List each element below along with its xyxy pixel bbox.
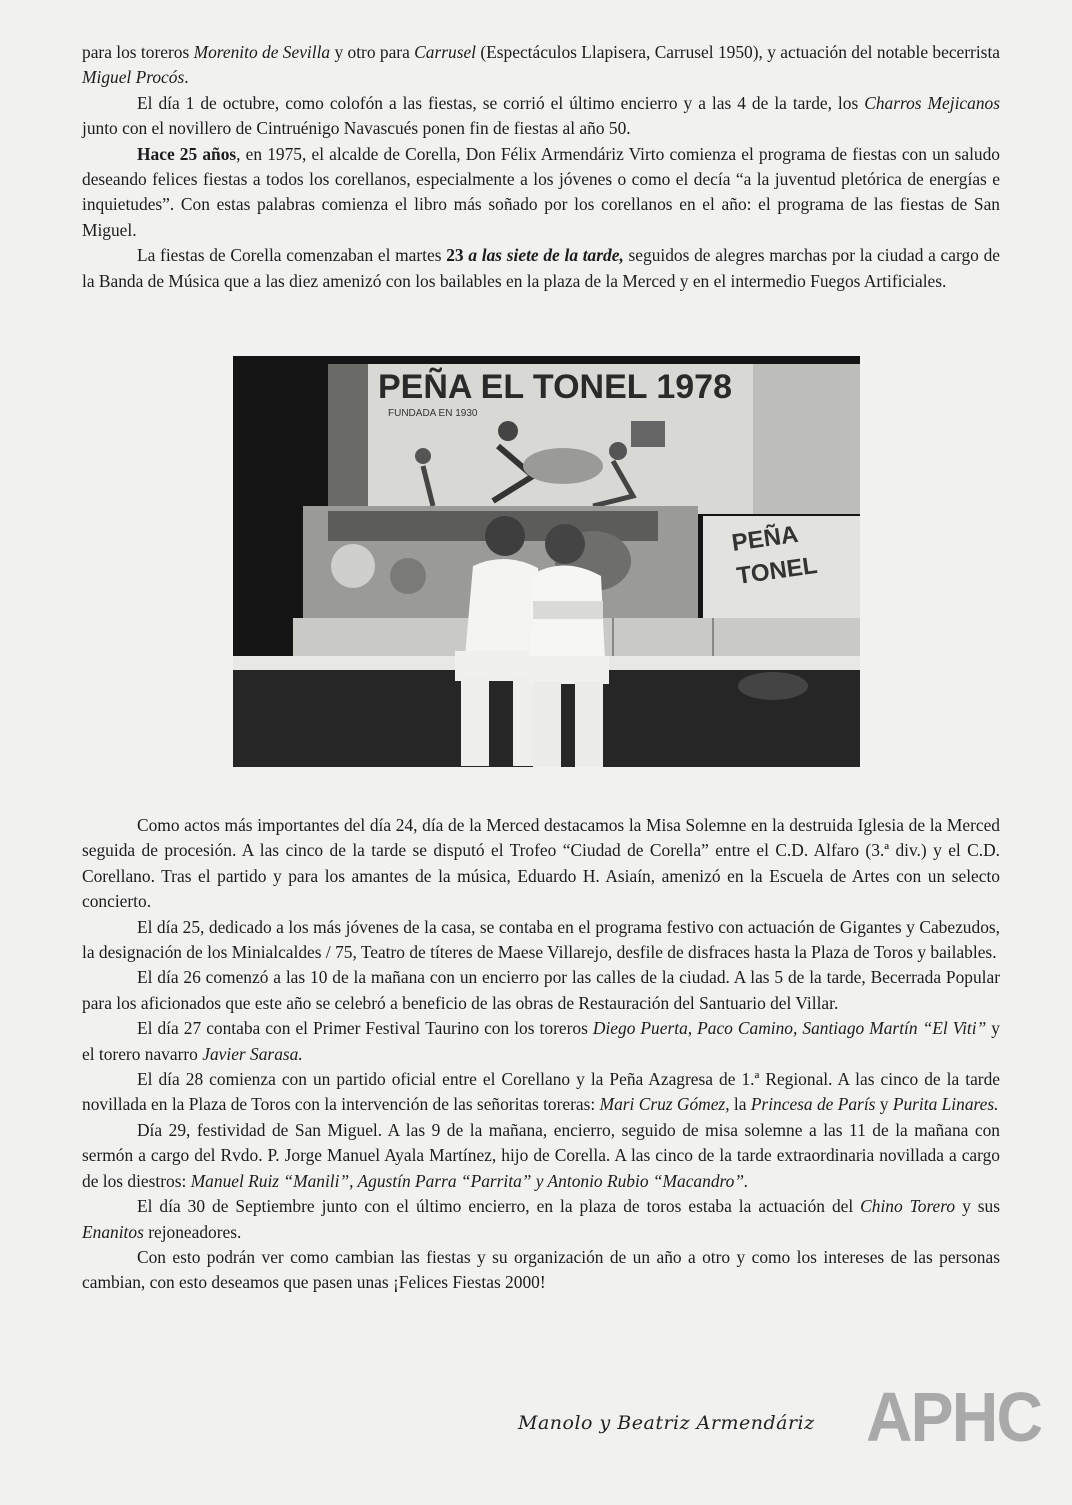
text-run: , en 1975, el alcalde de Corella, Don Félix Armendáriz Virto comienza el programa de fiestas con un saludo deseando felices fiestas a todos los corellanos, especialmente a los jóvenes o como el decía “a la juventud pletórica de energías e inquietudes”. Con estas palabras comienza el libro más soñado por los corellanos en el año: el programa de las fiestas de San Miguel.: [82, 143, 1001, 240]
text-run: .: [184, 67, 189, 88]
text-run: Princesa de París: [750, 1094, 876, 1115]
text-run: Miguel Procós: [82, 67, 185, 88]
text-run: (Espectáculos Llapisera, Carrusel 1950), y actuación del notable becerrista: [476, 42, 1000, 62]
text-run: la: [729, 1094, 751, 1115]
text-run: El día 30 de Septiembre junto con el último encierro, en la plaza de toros estaba la actuación del: [137, 1196, 861, 1217]
text-run: junto con el novillero de Cintruénigo Navascués ponen fin de fiestas al año 50.: [82, 118, 631, 139]
paragraph: [82, 142, 1000, 244]
paragraph: [82, 1194, 1000, 1245]
text-run: Carrusel: [414, 42, 477, 62]
text-run: y otro para: [330, 42, 415, 62]
text-run: El día 28 comienza con un partido oficial entre el Corellano y la Peña Azagresa de 1.ª Regional. A las cinco de la tarde novillada en la Plaza de Toros con la intervención de las señoritas toreras:: [82, 1069, 1000, 1115]
text-run: Mari Cruz Gómez,: [599, 1094, 730, 1115]
sign-text-pena: PEÑA: [730, 520, 800, 557]
paragraph: [82, 1016, 1000, 1067]
banner-title: PEÑA EL TONEL 1978: [378, 368, 732, 406]
text-run: Javier Sarasa.: [202, 1043, 303, 1064]
text-run: Charros Mejicanos: [864, 92, 1000, 113]
text-run: Manuel Ruiz “Manili”, Agustín Parra “Parrita” y Antonio Rubio “Macandro”.: [190, 1170, 749, 1191]
paragraph: [82, 965, 1000, 1016]
text-run: Enanitos: [82, 1221, 144, 1242]
text-run: La fiestas de Corella comenzaban el martes: [137, 245, 447, 266]
text-run: El día 26 comenzó a las 10 de la mañana con un encierro por las calles de la ciudad. A las 5 de la tarde, Becerrada Popular para los aficionados que este año se celebró a beneficio de las obras de Restauración del Santuario del Villar.: [82, 967, 1000, 1013]
banner-subtitle: FUNDADA EN 1930: [388, 408, 478, 419]
text-run: y: [875, 1094, 893, 1115]
author-signature: Manolo y Beatriz Armendáriz: [518, 1412, 815, 1434]
text-run: rejoneadores.: [143, 1221, 242, 1242]
photo-illustration: [233, 356, 860, 767]
paragraph: [82, 1118, 1000, 1194]
paragraph: [82, 243, 1000, 294]
text-run: y el torero navarro: [82, 1018, 1000, 1064]
paragraph: [82, 91, 1000, 142]
text-run: Chino Torero: [860, 1196, 956, 1217]
text-run: Hace 25 años: [137, 143, 237, 164]
article-text-bottom: [82, 813, 1000, 1296]
text-run: El día 1 de octubre, como colofón a las fiestas, se corrió el último encierro y a las 4 de la tarde, los: [137, 92, 865, 113]
paragraph: [82, 1245, 1000, 1296]
photo-pena-el-tonel: [233, 356, 860, 767]
text-run: Diego Puerta, Paco Camino, Santiago Martín “El Viti”: [592, 1018, 987, 1039]
paragraph: [82, 915, 1000, 966]
text-run: El día 25, dedicado a los más jóvenes de la casa, se contaba en el programa festivo con actuación de Gigantes y Cabezudos, la designación de los Minialcaldes / 75, Teatro de títeres de Maese Villarejo, desfile de disfraces hasta la Plaza de Toros y bailables.: [82, 916, 1000, 963]
aphc-watermark-logo: APHC: [866, 1378, 1042, 1456]
text-run: Purita Linares.: [892, 1094, 999, 1115]
paragraph: [82, 40, 1000, 91]
text-run: para los toreros: [82, 42, 194, 62]
paragraph: [82, 813, 1000, 915]
text-run: 23: [446, 245, 464, 266]
text-run: El día 27 contaba con el Primer Festival Taurino con los toreros: [137, 1018, 593, 1039]
text-run: Con esto podrán ver como cambian las fiestas y su organización de un año a otro y como los intereses de las personas cambian, con esto deseamos que pasen unas ¡Felices Fiestas 2000!: [82, 1246, 1000, 1293]
text-run: Día 29, festividad de San Miguel. A las 9 de la mañana, encierro, seguido de misa solemne a las 11 de la mañana con sermón a cargo del Rvdo. P. Jorge Manuel Ayala Martínez, hijo de Corella. A las cinco de la tarde extraordinaria novillada a cargo de los diestros:: [82, 1119, 1000, 1191]
text-run: Morenito de Sevilla: [193, 42, 331, 62]
text-run: y sus: [955, 1196, 1000, 1217]
text-run: a las siete de la tarde,: [463, 245, 624, 266]
paragraph: [82, 1067, 1000, 1118]
sign-text-tonel: TONEL: [735, 551, 819, 590]
text-run: Como actos más importantes del día 24, día de la Merced destacamos la Misa Solemne en la destruida Iglesia de la Merced seguida de procesión. A las cinco de la tarde se disputó el Trofeo “Ciudad de Corella” entre el C.D. Alfaro (3.ª div.) y el C.D. Corellano. Tras el partido y para los amantes de la música, Eduardo H. Asiaín, amenizó en la Escuela de Artes con un selecto concierto.: [82, 815, 1000, 912]
article-text-top: [82, 40, 1000, 294]
text-run: seguidos de alegres marchas por la ciudad a cargo de la Banda de Música que a las diez amenizó con los bailables en la plaza de la Merced y en el intermedio Fuegos Artificiales.: [82, 245, 1000, 291]
